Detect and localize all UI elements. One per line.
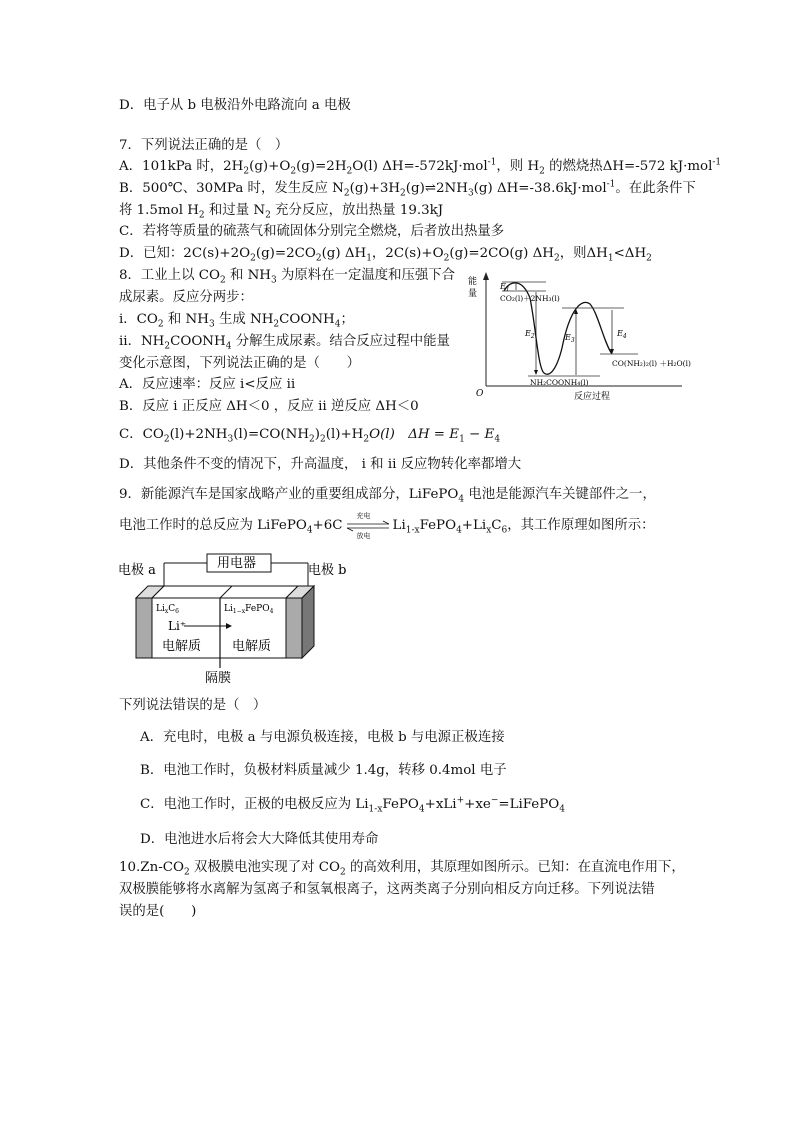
q9-option-c: C．电池工作时，正极的电极反应为 $Li_{1-x}FePO_4+xLi^++xe^-=LiFePO_4$ [140,795,565,815]
q9-option-b: B．电池工作时，负极材料质量减少 1.4g，转移 0.4mol 电子 [140,763,507,778]
electrode-a-label: 电极 a [118,563,156,578]
q7-option-b: B．500℃、30MPa 时，发生反应 $N_2(g)+3H_2(g)\rightleftharpoons 2NH_3(g)$ ΔH=-38.6kJ·mol$^{-1}$。在此条件下 [119,179,696,199]
x-label: 反应过程 [574,392,611,402]
q8-option-a: A．反应速率：反应 ⅰ<反应 ⅱ [119,377,296,392]
q8-step-i: ⅰ．$CO_2$ 和 $NH_3$ 生成 $NH_2COONH_4$； [119,312,354,330]
reactants-label: CO₂(l)＋2NH₃(l) [500,294,560,303]
q10-stem-3: 误的是( ) [119,904,197,919]
q6-option-d: D．电子从 b 电极沿外电路流向 a 电极 [119,98,351,113]
q7-option-d: D．已知：$2C(s)+2O_2(g)=2CO_2(g)$ $\Delta H_1$，$2C(s)+O_2(g)=2CO(g)$ $\Delta H_2$，则$\Delta H_1<\Delta H_2$ [119,246,652,264]
q8-option-d: D．其他条件不变的情况下，升高温度， ⅰ 和 ⅱ 反应物转化率都增大 [119,457,522,472]
e1-label: $E_1$ [500,282,510,293]
q8-step-ii: ⅱ．$NH_2COONH_4$ 分解生成尿素。结合反应过程中能量 [119,334,450,352]
q9-stem-1: 9．新能源汽车是国家战略产业的重要组成部分，LiFePO$_4$ 电池是能源汽车关键部件之一， [119,487,656,505]
q10-stem-1: $10.Zn-CO_2$ 双极膜电池实现了对 $CO_2$ 的高效利用，其原理如图所示。已知：在直流电作用下， [119,860,685,878]
electrode-a [136,598,152,658]
q8-stem-3: 变化示意图，下列说法正确的是（ ） [119,356,361,371]
lixc6-label: $Li_xC_6$ [156,604,179,615]
electrolyte-left-label: 电解质 [162,639,202,654]
membrane-label: 隔膜 [205,671,232,685]
e4-label: $E_4$ [617,329,627,340]
electrode-b [286,598,302,658]
q10-stem-2: 双极膜能够将水离解为氢离子和氢氧根离子，这两类离子分别向相反方向迁移。下列说法错 [119,882,655,897]
y-axis-arrow [483,272,489,280]
e3-label: $E_3$ [565,333,575,344]
electrolyte-right-label: 电解质 [232,639,272,654]
e2-arrowhead [534,370,538,375]
q9-option-a: A．充电时，电极 a 与电源负极连接，电极 b 与电源正极连接 [140,730,505,745]
q9-stem-2: 电池工作时的总反应为 LiFePO$_4$+6C 充电 放电 $Li_{1-x}FePO_4+Li_xC_6$，其工作原理如图所示： [119,511,655,540]
origin-label: O [476,389,484,399]
q7-option-a: A．101kPa 时，$2H_2(g)+O_2(g)=2H_2O(l)$ ΔH=-572kJ·mol$^{-1}$，则 $H_2$ 的燃烧热ΔH=-572 kJ·mol$^{-1}$ [119,157,722,177]
q7-option-c: C．若将等质量的硫蒸气和硫固体分别完全燃烧，后者放出热量多 [119,224,505,239]
q8-option-b: B．反应 ⅰ 正反应 ΔH＜0 ，反应 ⅱ 逆反应 ΔH＜0 [119,399,419,414]
q8-option-c: C．$CO_2(l)+2NH_3(l)=CO(NH_2)_2(l)+H_2O(l)$ $\Delta H = E_1 - E_4$ [119,427,501,445]
q9-option-d: D．电池进水后将会大大降低其使用寿命 [140,832,379,847]
q8-stem-1: 8．工业上以 $CO_2$ 和 $NH_3$ 为原料在一定温度和压强下合 [119,268,456,286]
battery-diagram [118,550,358,685]
energy-diagram [462,268,692,408]
products-label: CO(NH₂)₂(l) ＋H₂O(l) [612,359,691,368]
q7-option-b-cont: 将 1.5mol $H_2$ 和过量 $N_2$ 充分反应，放出热量 19.3kJ [119,203,444,221]
intermediate-label: NH₂COONH₄(l) [530,378,589,387]
q8-stem-2: 成尿素。反应分两步： [119,290,253,305]
electrode-b-label: 电极 b [308,563,347,578]
li1xfepo4-label: $Li_{1-x}FePO_4$ [224,604,274,615]
y-label-1: 能 [468,277,478,287]
reversible-arrow: 充电 放电 [345,519,391,533]
device-label: 用电器 [217,556,257,571]
y-label-2: 量 [468,289,478,299]
q9-stem-3: 下列说法错误的是（ ） [119,698,267,713]
li-ion-label: Li⁺ [168,619,187,633]
e2-label: $E_2$ [525,329,535,340]
q7-stem: 7．下列说法正确的是（ ） [119,138,289,153]
